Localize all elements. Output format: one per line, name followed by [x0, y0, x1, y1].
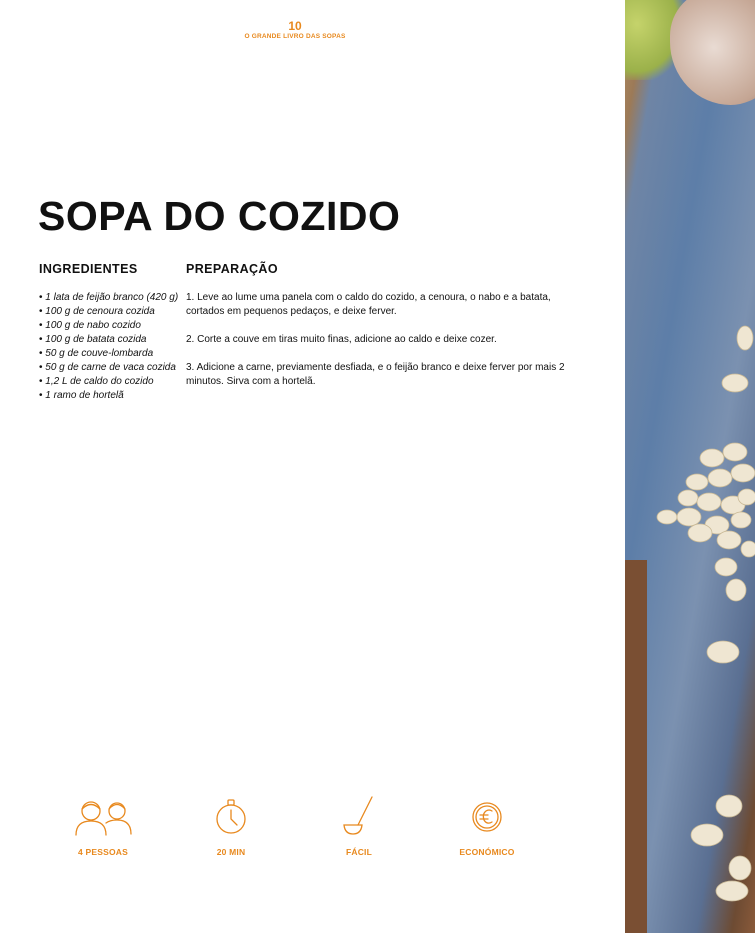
servings-info	[55, 795, 151, 857]
preparation-section	[186, 262, 566, 403]
ingredient-item: • 50 g de couve-lombarda	[39, 347, 179, 361]
cost-label: ECONÓMICO	[459, 847, 515, 857]
time-info	[183, 795, 279, 857]
ladle-icon	[329, 795, 389, 839]
wood-edge-decoration	[625, 560, 647, 933]
euro-coin-icon	[457, 795, 517, 839]
book-title: O GRANDE LIVRO DAS SOPAS	[244, 33, 346, 40]
recipe-title: SOPA DO COZIDO	[38, 193, 401, 239]
beans-photo	[625, 0, 755, 933]
page-number: 10	[288, 19, 302, 33]
difficulty-label: FÁCIL	[345, 847, 373, 857]
time-label: 20 MIN	[216, 847, 246, 857]
preparation-heading: PREPARAÇÃO	[186, 262, 278, 276]
difficulty-info	[311, 795, 407, 857]
clock-icon	[201, 795, 261, 839]
ingredient-item: • 50 g de carne de vaca cozida	[39, 361, 179, 375]
ingredient-item: • 100 g de cenoura cozida	[39, 305, 179, 319]
ingredients-list	[39, 291, 179, 403]
ingredients-section	[39, 262, 179, 403]
ingredient-item: • 100 g de nabo cozido	[39, 319, 179, 333]
preparation-step: 2. Corte a couve em tiras muito finas, adicione ao caldo e deixe cozer.	[186, 334, 497, 345]
cost-info	[439, 795, 535, 857]
ingredients-heading: INGREDIENTES	[39, 262, 138, 276]
ingredient-item: • 1 lata de feijão branco (420 g)	[39, 291, 179, 305]
ingredient-item: • 1 ramo de hortelã	[39, 389, 179, 403]
page-header	[220, 20, 370, 41]
ingredient-item: • 100 g de batata cozida	[39, 333, 179, 347]
preparation-step: 3. Adicione a carne, previamente desfiada, e o feijão branco e deixe ferver por mais 2 minutos. Sirva com a hortelã.	[186, 362, 565, 387]
ingredient-item: • 1,2 L de caldo do cozido	[39, 375, 179, 389]
people-icon	[73, 795, 133, 839]
servings-label: 4 PESSOAS	[78, 847, 128, 857]
recipe-info-bar	[55, 795, 535, 865]
preparation-step: 1. Leve ao lume uma panela com o caldo do cozido, a cenoura, o nabo e a batata, cortados em pequenos pedaços, e deixe ferver.	[186, 292, 551, 317]
